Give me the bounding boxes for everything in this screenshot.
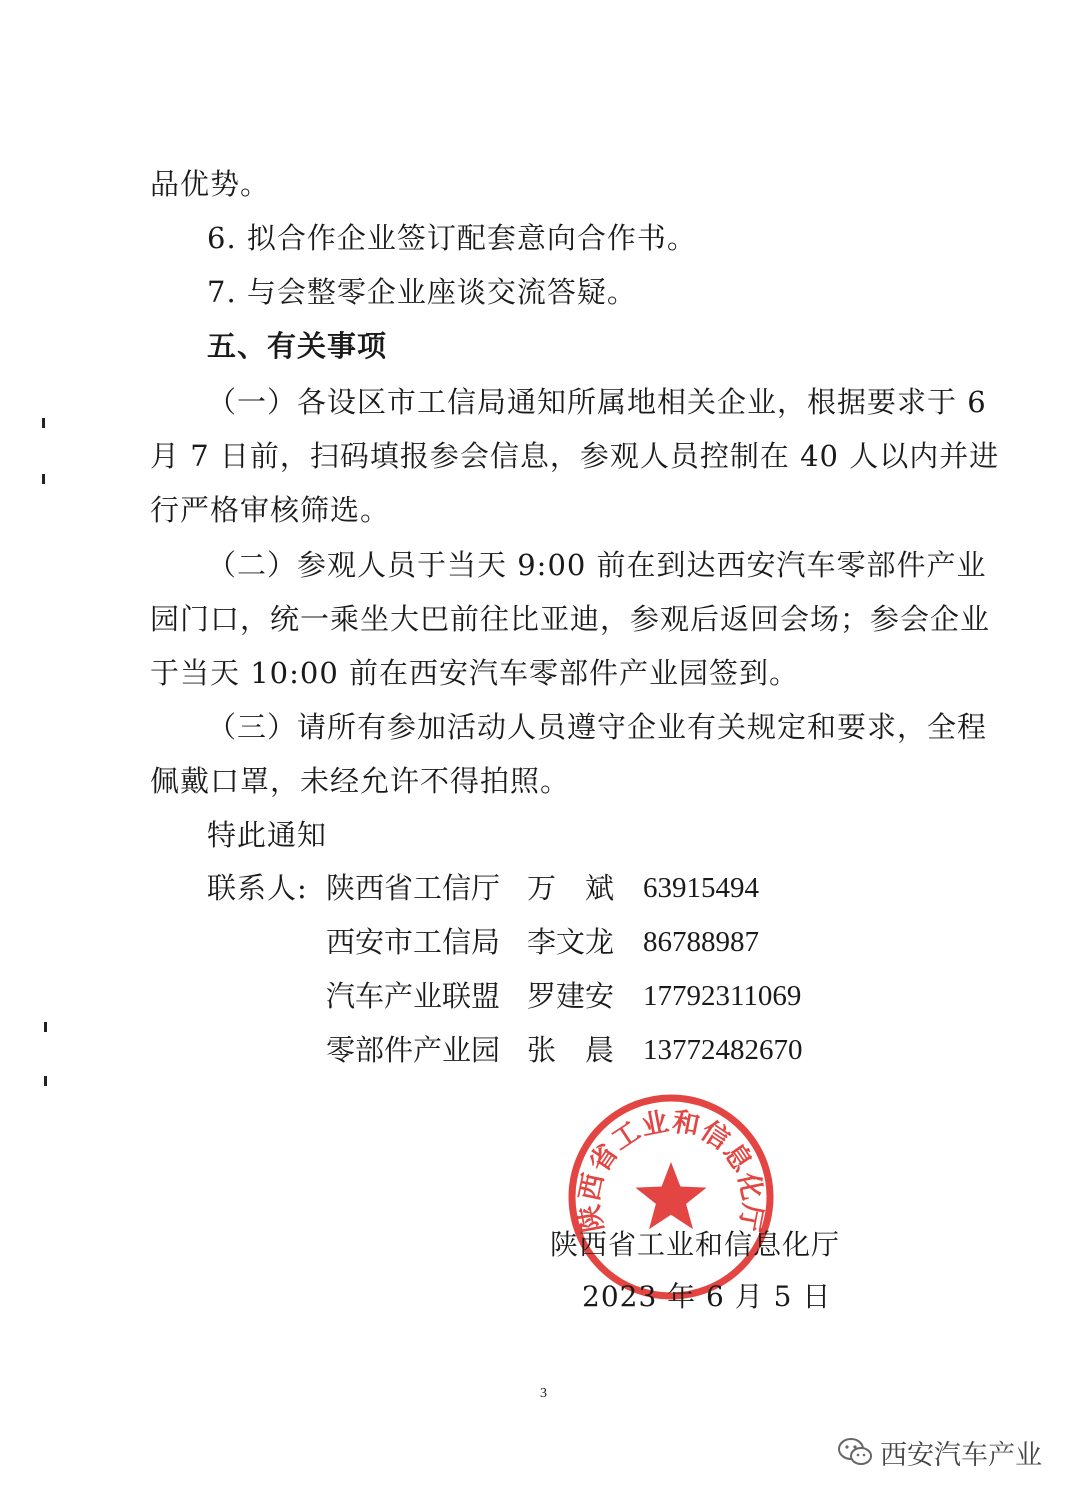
contact-org: 零部件产业园 (326, 1033, 501, 1067)
seal-text: 陕西省工业和信息化厅 (574, 1106, 768, 1235)
contact-org: 西安市工信局 (326, 925, 501, 959)
contact-phone: 63915494 (643, 872, 759, 904)
official-seal (566, 1092, 776, 1302)
contact-phone: 86788987 (643, 926, 759, 958)
scan-mark (42, 418, 45, 428)
item-7: 7. 与会整零企业座谈交流答疑。 (207, 275, 637, 309)
contact-org: 陕西省工信厅 (326, 871, 501, 905)
scan-mark (44, 1076, 47, 1086)
item-6: 6. 拟合作企业签订配套意向合作书。 (207, 221, 697, 255)
contact-phone: 13772482670 (643, 1034, 803, 1066)
contacts-label: 联系人: (207, 871, 308, 905)
issue-date: 2023 年 6 月 5 日 (582, 1280, 832, 1313)
contact-name: 张 晨 (527, 1033, 615, 1067)
scan-mark (44, 1022, 47, 1032)
watermark-text: 西安汽车产业 (880, 1439, 1042, 1471)
paragraph-2-line: （二）参观人员于当天 9:00 前在到达西安汽车零部件产业 (207, 548, 987, 582)
issuer-name: 陕西省工业和信息化厅 (550, 1228, 841, 1261)
contact-row (0, 868, 1080, 908)
page-number: 3 (540, 1386, 547, 1401)
paragraph-3-line: （三）请所有参加活动人员遵守企业有关规定和要求，全程 (207, 710, 988, 744)
paragraph-2-line: 园门口，统一乘坐大巴前往比亚迪，参观后返回会场；参会企业 (150, 602, 991, 636)
continuation-text: 品优势。 (150, 167, 271, 201)
paragraph-2-line: 于当天 10:00 前在西安汽车零部件产业园签到。 (150, 656, 800, 690)
section-5-heading: 五、有关事项 (207, 329, 388, 363)
closing-text: 特此通知 (207, 818, 328, 852)
paragraph-3-line: 佩戴口罩，未经允许不得拍照。 (150, 764, 571, 798)
paragraph-1-line: 月 7 日前，扫码填报参会信息，参观人员控制在 40 人以内并进 (150, 439, 1000, 473)
contact-phone: 17792311069 (643, 980, 802, 1012)
seal-star-icon (635, 1162, 706, 1229)
contact-name: 罗建安 (527, 979, 615, 1013)
scan-mark (42, 474, 45, 484)
paragraph-1-line: 行严格审核筛选。 (150, 493, 391, 527)
contact-name: 李文龙 (527, 925, 615, 959)
contact-row (0, 922, 1080, 962)
contact-name: 万 斌 (527, 871, 615, 905)
wechat-icon (836, 1436, 874, 1468)
account-watermark (836, 1432, 1042, 1472)
paragraph-1-line: （一）各设区市工信局通知所属地相关企业，根据要求于 6 (207, 385, 987, 419)
contact-org: 汽车产业联盟 (326, 979, 501, 1013)
contact-row (0, 976, 1080, 1016)
contact-row (0, 1030, 1080, 1070)
